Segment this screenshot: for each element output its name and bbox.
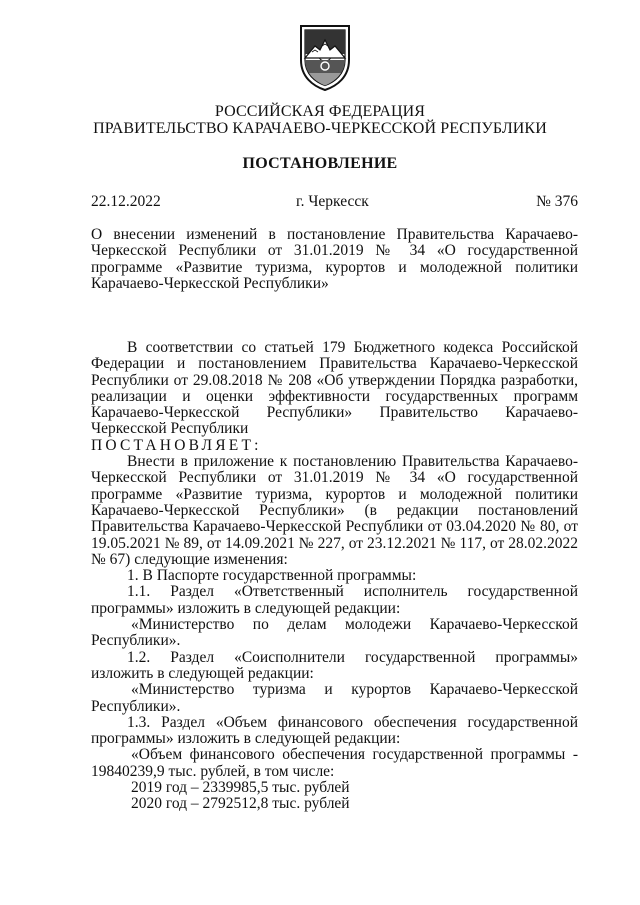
- decree-word: ПОСТАНОВЛЯЕТ:: [91, 436, 262, 454]
- preamble-paragraph: В соответствии со статьей 179 Бюджетного кодекса Российской Федерации и постановлением Правительства Карачаево-Черкесской Республики от 29.08.2018 № 208 «Об утверждении Порядка разработки, реализации и оценки эффективности государственных программ Карачаево-Черкесской Республики» Правительство Карачаево-Черкесской Республики: [91, 339, 578, 438]
- body-paragraph: 1.2. Раздел «Соисполнители государственной программы» изложить в следующей редакции:: [91, 648, 578, 682]
- body-paragraph: 2019 год – 2339985,5 тыс. рублей: [131, 779, 350, 797]
- document-body: [91, 340, 578, 813]
- body-paragraph: 1. В Паспорте государственной программы:: [127, 567, 417, 585]
- body-paragraph: 2020 год – 2792512,8 тыс. рублей: [131, 795, 350, 813]
- document-number: № 376: [536, 193, 578, 210]
- country-name: РОССИЙСКАЯ ФЕДЕРАЦИЯ: [214, 103, 426, 120]
- coat-of-arms-icon: [297, 24, 353, 92]
- document-title: ПОСТАНОВЛЕНИЕ: [242, 155, 398, 172]
- body-paragraph: «Объем финансового обеспечения государственной программы - 19840239,9 тыс. рублей, в том числе:: [91, 746, 578, 780]
- body-paragraph: 1.1. Раздел «Ответственный исполнитель государственной программы» изложить в следующей редакции:: [91, 583, 578, 617]
- document-date: 22.12.2022: [91, 193, 161, 210]
- authority-name: ПРАВИТЕЛЬСТВО КАРАЧАЕВО-ЧЕРКЕССКОЙ РЕСПУБЛИКИ: [93, 120, 547, 137]
- document-city: г. Черкесск: [296, 193, 369, 210]
- document-subject: О внесении изменений в постановление Правительства Карачаево-Черкесской Республики от 31.01.2019 № 34 «О государственной программе «Развитие туризма, курортов и молодежной политики Карачаево-Черкесской Республики»: [91, 226, 578, 292]
- body-paragraph: Внести в приложение к постановлению Правительства Карачаево-Черкесской Республики от 31.01.2019 № 34 «О государственной программе «Развитие туризма, курортов и молодежной политики Карачаево-Черкесской Республики» (в редакции постановлений Правительства Карачаево-Черкесской Республики от 03.04.2020 № 80, от 19.05.2021 № 89, от 14.09.2021 № 227, от 23.12.2021 № 117, от 28.02.2022 № 67) следующие изменения:: [91, 453, 578, 568]
- body-paragraph: «Министерство по делам молодежи Карачаево-Черкесской Республики».: [91, 616, 578, 650]
- body-paragraph: «Министерство туризма и курортов Карачаево-Черкесской Республики».: [91, 681, 578, 715]
- body-paragraph: 1.3. Раздел «Объем финансового обеспечения государственной программы» изложить в следующей редакции:: [91, 713, 578, 748]
- document-meta-row: [91, 194, 578, 212]
